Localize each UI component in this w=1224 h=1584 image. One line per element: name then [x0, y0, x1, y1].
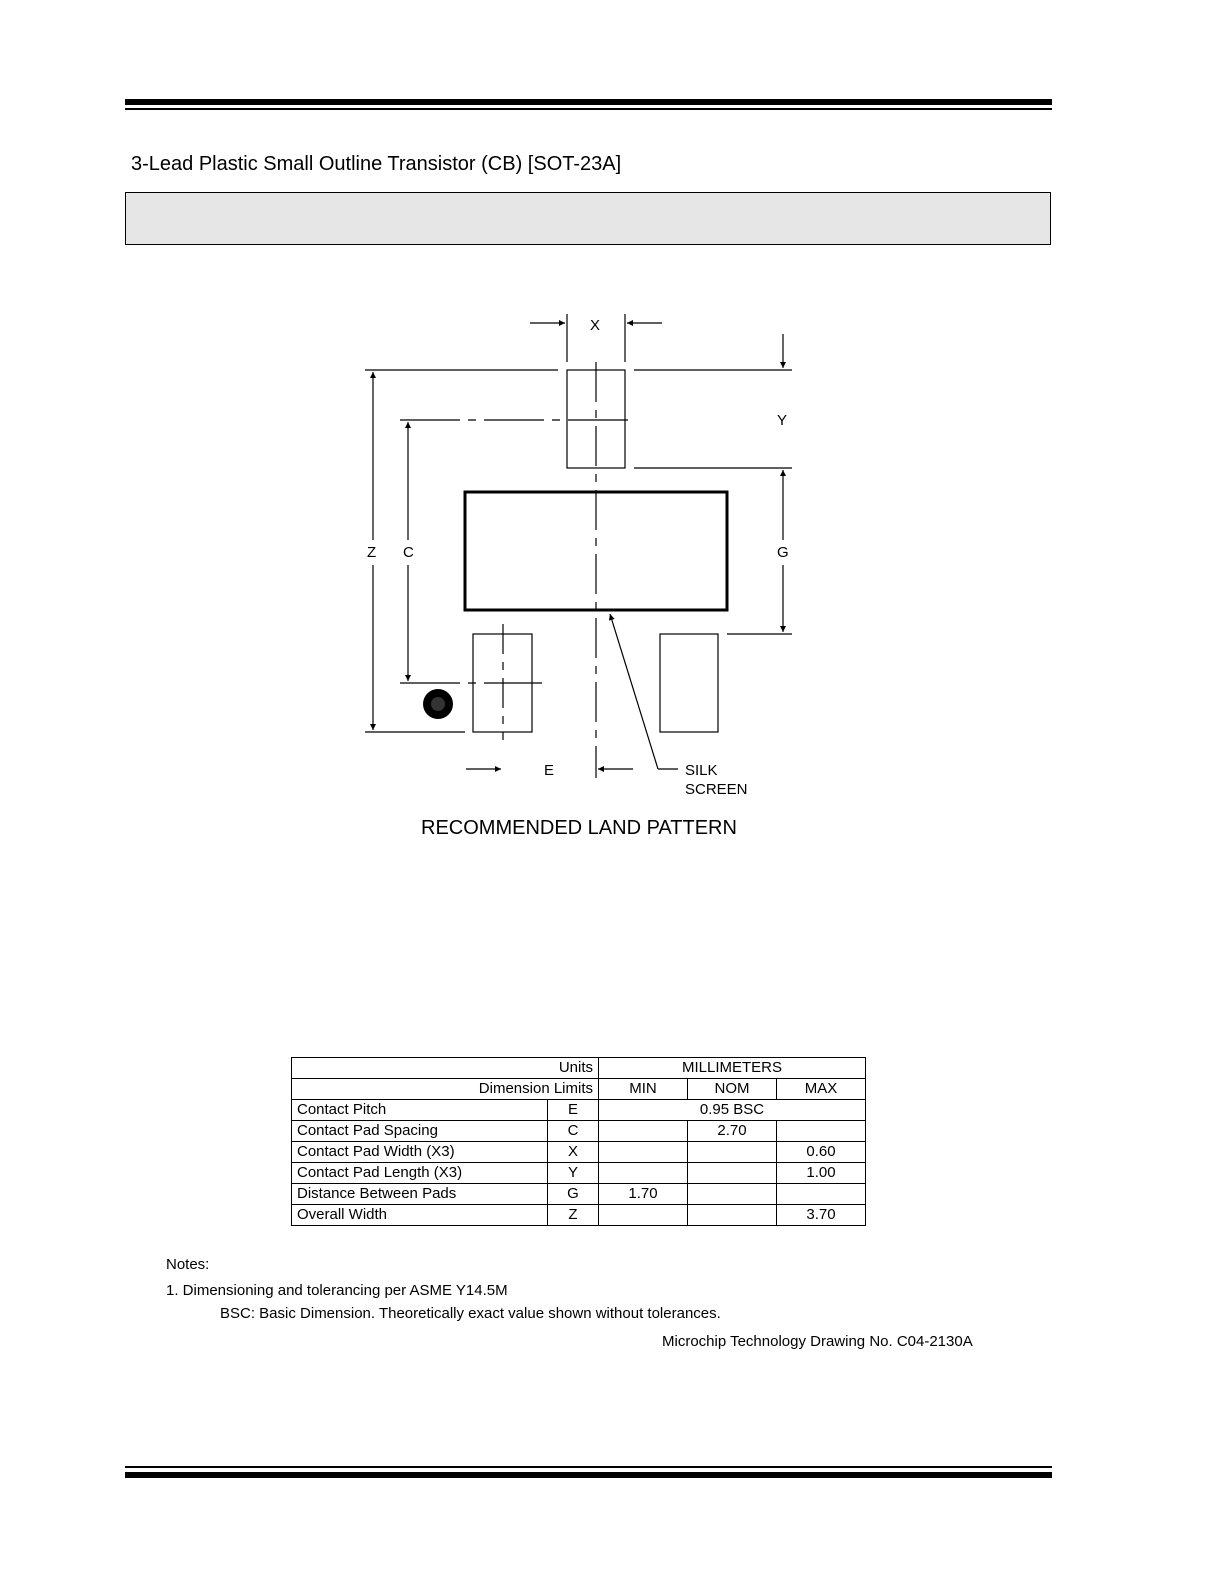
- row-nom: [688, 1184, 777, 1205]
- row-min: 1.70: [599, 1184, 688, 1205]
- row-symbol: C: [548, 1121, 599, 1142]
- header-max: MAX: [777, 1079, 866, 1100]
- bottom-rule-thin: [125, 1466, 1052, 1468]
- row-nom: [688, 1142, 777, 1163]
- row-nom: 2.70: [688, 1121, 777, 1142]
- table-row: [292, 1121, 866, 1142]
- row-desc: Contact Pad Spacing: [292, 1121, 548, 1142]
- label-z: Z: [367, 544, 377, 561]
- row-max: [777, 1121, 866, 1142]
- label-c: C: [403, 544, 414, 561]
- label-y: Y: [777, 412, 788, 429]
- page-title: 3-Lead Plastic Small Outline Transistor (CB) [SOT-23A]: [131, 153, 622, 175]
- bottom-rule-thick: [125, 1472, 1052, 1478]
- row-symbol: X: [548, 1142, 599, 1163]
- table-row: [292, 1205, 866, 1226]
- row-max: 1.00: [777, 1163, 866, 1184]
- dimension-table: [291, 1057, 866, 1226]
- row-min: [599, 1163, 688, 1184]
- notes-heading: Notes:: [166, 1256, 210, 1273]
- drawing-number: Microchip Technology Drawing No. C04-2130A: [662, 1333, 973, 1350]
- row-desc: Distance Between Pads: [292, 1184, 548, 1205]
- units-label: Units: [292, 1058, 599, 1079]
- row-min: [599, 1121, 688, 1142]
- table-row: [292, 1163, 866, 1184]
- bottom-right-pad: [660, 634, 718, 732]
- note-1: 1. Dimensioning and tolerancing per ASME Y14.5M: [166, 1282, 508, 1299]
- row-desc: Contact Pad Length (X3): [292, 1163, 548, 1184]
- row-max: [777, 1184, 866, 1205]
- note-2: BSC: Basic Dimension. Theoretically exact value shown without tolerances.: [220, 1305, 721, 1322]
- row-max: 3.70: [777, 1205, 866, 1226]
- row-nom: [688, 1163, 777, 1184]
- table-row: [292, 1079, 866, 1100]
- table-row: [292, 1058, 866, 1079]
- row-symbol: Y: [548, 1163, 599, 1184]
- label-x: X: [590, 317, 601, 334]
- row-min: [599, 1142, 688, 1163]
- limits-label: Dimension Limits: [292, 1079, 599, 1100]
- header-min: MIN: [599, 1079, 688, 1100]
- drawing-caption: RECOMMENDED LAND PATTERN: [421, 817, 737, 839]
- units-value: MILLIMETERS: [599, 1058, 866, 1079]
- row-desc: Overall Width: [292, 1205, 548, 1226]
- label-screen: SCREEN: [685, 781, 748, 798]
- label-silk: SILK: [685, 762, 718, 779]
- label-e: E: [544, 762, 555, 779]
- table-row: [292, 1142, 866, 1163]
- table-row: [292, 1100, 866, 1121]
- row-min: [599, 1205, 688, 1226]
- row-max: 0.60: [777, 1142, 866, 1163]
- row-symbol: Z: [548, 1205, 599, 1226]
- row-nom: 0.95 BSC: [599, 1100, 866, 1121]
- row-symbol: G: [548, 1184, 599, 1205]
- row-desc: Contact Pitch: [292, 1100, 548, 1121]
- table-row: [292, 1184, 866, 1205]
- row-symbol: E: [548, 1100, 599, 1121]
- header-nom: NOM: [688, 1079, 777, 1100]
- row-nom: [688, 1205, 777, 1226]
- row-desc: Contact Pad Width (X3): [292, 1142, 548, 1163]
- label-g: G: [777, 544, 789, 561]
